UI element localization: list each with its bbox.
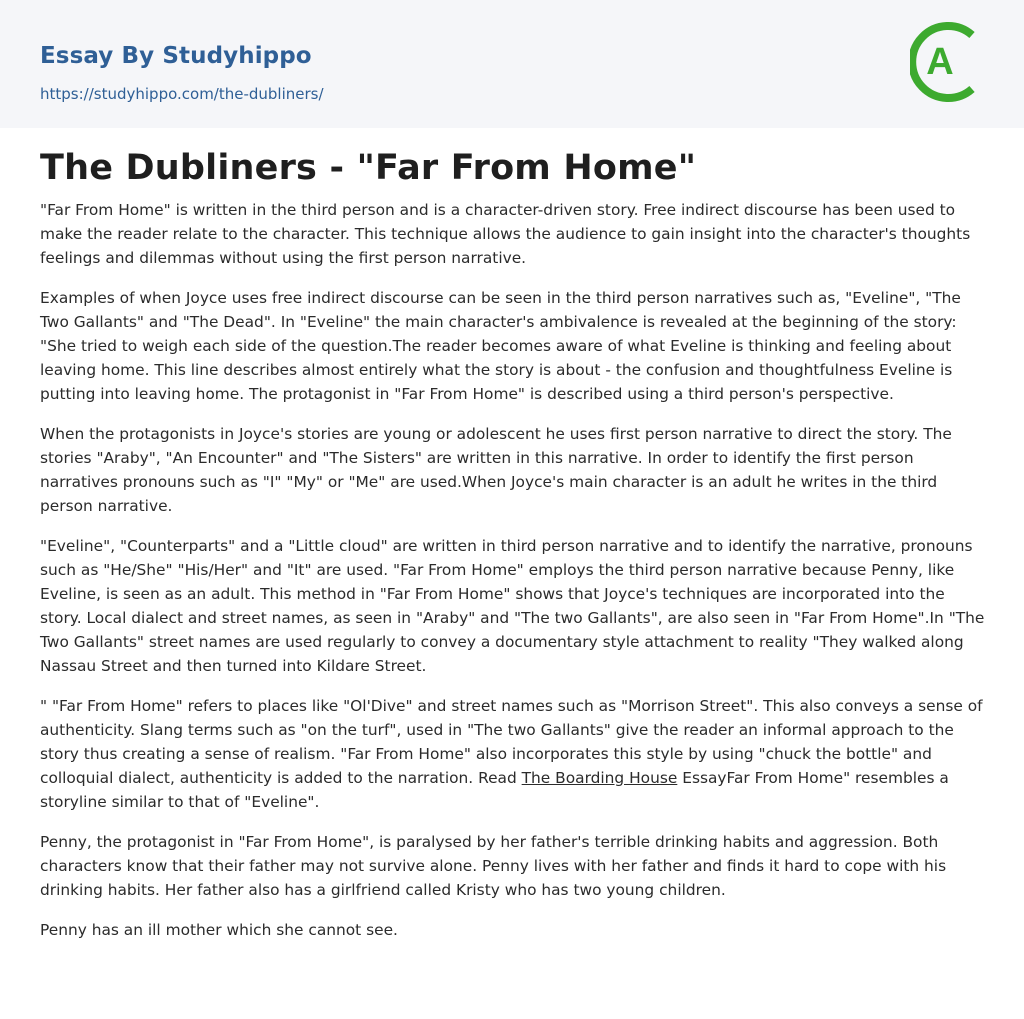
studyhippo-logo-icon[interactable] (910, 18, 988, 106)
logo-letter: A (926, 41, 954, 83)
page-title: The Dubliners - "Far From Home" (40, 148, 697, 188)
essay-content (0, 128, 1024, 942)
paragraph-5-text-end: EssayFar From Home" resembles a storyline similar to that of "Eveline". (40, 769, 949, 811)
essay-paragraph-5 (40, 694, 986, 814)
brand-title: Essay By Studyhippo (40, 43, 312, 69)
essay-paragraph-7: Penny has an ill mother which she cannot see. (40, 921, 398, 939)
site-header (0, 0, 1024, 128)
essay-paragraph-6: Penny, the protagonist in "Far From Home", is paralysed by her father's terrible drinking habits and aggression. Both characters know that their father may not survive alone. Penny lives with her father and finds it hard to cope with his drinking habits. Her father also has a girlfriend called Kristy who has two young children. (40, 833, 947, 899)
source-url-link[interactable]: https://studyhippo.com/the-dubliners/ (40, 85, 324, 103)
paragraph-5-text-start: " "Far From Home" refers to places like "Ol'Dive" and street names such as "Morrison Street". This also conveys a sense of authenticity. Slang terms such as "on the turf", used in "The two Gallants" give the reader an informal approach to the story thus creating a sense of realism. "Far From Home" also incorporates this style by using "chuck the bottle" and colloquial dialect, authenticity is added to the narration. Read (40, 697, 983, 787)
essay-paragraph-1: "Far From Home" is written in the third person and is a character-driven story. Free indirect discourse has been used to make the reader relate to the character. This technique allows the audience to gain insight into the character's thoughts feelings and dilemmas without using the first person narrative. (40, 201, 971, 267)
boarding-house-essay-link[interactable]: The Boarding House (521, 769, 678, 787)
essay-paragraph-3: When the protagonists in Joyce's stories are young or adolescent he uses first person narrative to direct the story. The stories "Araby", "An Encounter" and "The Sisters" are written in this narrative. In order to identify the first person narratives pronouns such as "I" "My" or "Me" are used.When Joyce's main character is an adult he writes in the third person narrative. (40, 425, 952, 515)
essay-paragraph-4: "Eveline", "Counterparts" and a "Little cloud" are written in third person narrative and to identify the narrative, pronouns such as "He/She" "His/Her" and "It" are used. "Far From Home" employs the third person narrative because Penny, like Eveline, is seen as an adult. This method in "Far From Home" shows that Joyce's techniques are incorporated into the story. Local dialect and street names, as seen in "Araby" and "The two Gallants", are also seen in "Far From Home".In "The Two Gallants" street names are used regularly to convey a documentary style attachment to reality "They walked along Nassau Street and then turned into Kildare Street. (40, 537, 985, 675)
essay-paragraph-2: Examples of when Joyce uses free indirect discourse can be seen in the third person narratives such as, "Eveline", "The Two Gallants" and "The Dead". In "Eveline" the main character's ambivalence is revealed at the beginning of the story: "She tried to weigh each side of the question.The reader becomes aware of what Eveline is thinking and feeling about leaving home. This line describes almost entirely what the story is about - the confusion and thoughtfulness Eveline is putting into leaving home. The protagonist in "Far From Home" is described using a third person's perspective. (40, 289, 961, 403)
